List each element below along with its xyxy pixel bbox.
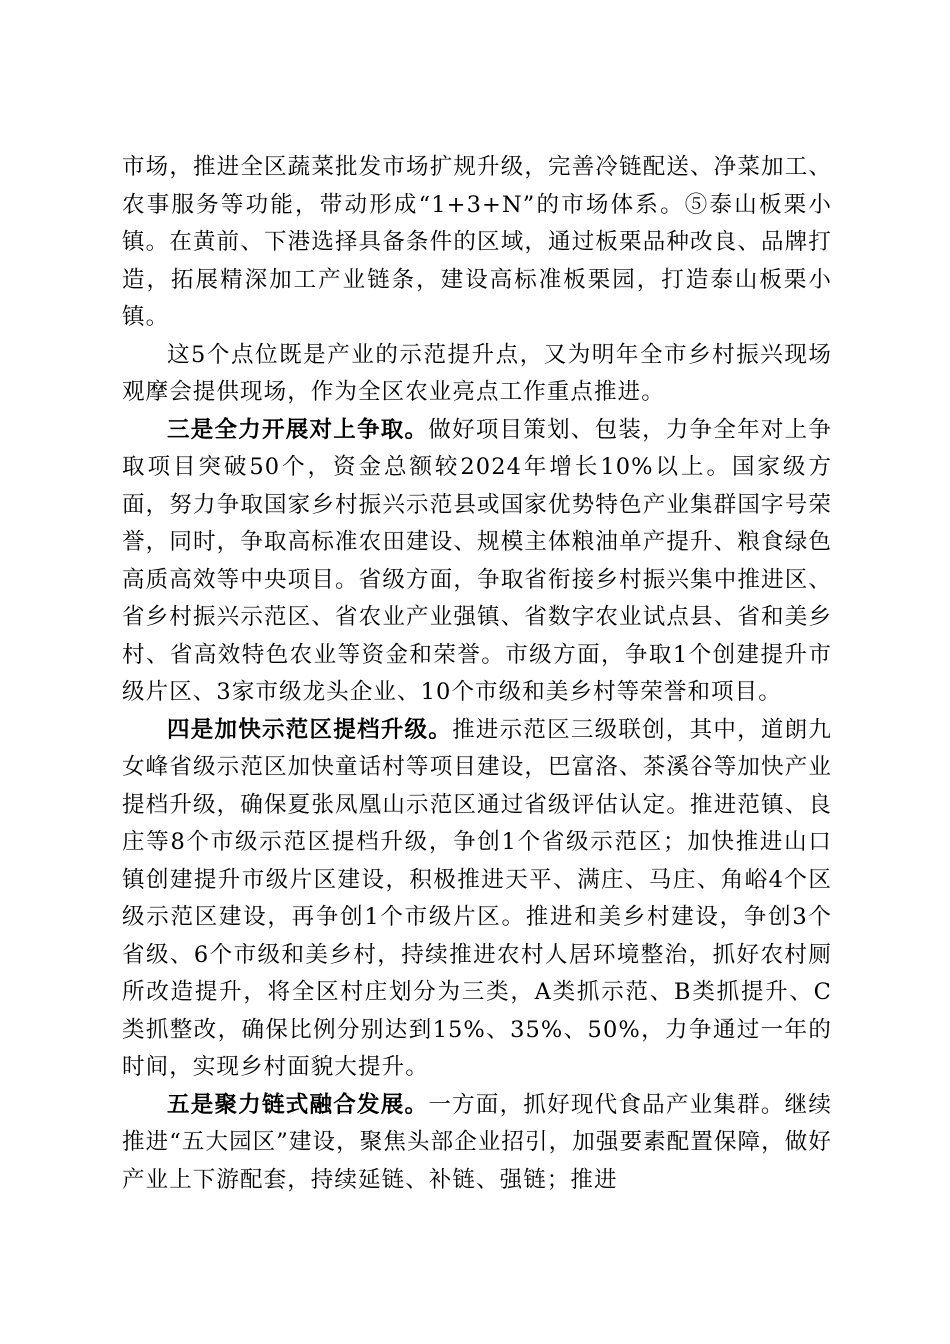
section-heading: 三是全力开展对上争取。 xyxy=(167,416,429,443)
paragraph-section-four xyxy=(122,712,832,1087)
paragraph-continuation xyxy=(122,149,832,337)
paragraph-five-points xyxy=(122,337,832,412)
paragraph-section-three xyxy=(122,412,832,712)
document-body xyxy=(122,149,832,1199)
paragraph-text: 市场，推进全区蔬菜批发市场扩规升级，完善冷链配送、净菜加工、农事服务等功能，带动形成“1+3+N”的市场体系。⑤泰山板栗小镇。在黄前、下港选择具备条件的区域，通过板栗品种改良、品牌打造，拓展精深加工产业链条，建设高标准板栗园，打造泰山板栗小镇。 xyxy=(122,154,832,330)
paragraph-section-five xyxy=(122,1087,832,1200)
paragraph-text: 一方面，抓好现代食品产业集群。继续推进“五大园区”建设，聚焦头部企业招引，加强要素配置保障，做好产业上下游配套，持续延链、补链、强链；推进 xyxy=(122,1091,832,1193)
paragraph-text: 这5个点位既是产业的示范提升点，又为明年全市乡村振兴现场观摩会提供现场，作为全区农业亮点工作重点推进。 xyxy=(122,341,832,405)
section-heading: 五是聚力链式融合发展。 xyxy=(167,1091,429,1118)
paragraph-text: 做好项目策划、包装，力争全年对上争取项目突破50个，资金总额较2024年增长10%以上。国家级方面，努力争取国家乡村振兴示范县或国家优势特色产业集群国字号荣誉，同时，争取高标准农田建设、规模主体粮油单产提升、粮食绿色高质高效等中央项目。省级方面，争取省衔接乡村振兴集中推进区、省乡村振兴示范区、省农业产业强镇、省数字农业试点县、省和美乡村、省高效特色农业等资金和荣誉。市级方面，争取1个创建提升市级片区、3家市级龙头企业、10个市级和美乡村等荣誉和项目。 xyxy=(122,416,832,705)
section-heading: 四是加快示范区提档升级。 xyxy=(167,716,453,743)
paragraph-text: 推进示范区三级联创，其中，道朗九女峰省级示范区加快童话村等项目建设，巴富洛、茶溪谷等加快产业提档升级，确保夏张凤凰山示范区通过省级评估认定。推进范镇、良庄等8个市级示范区提档升级，争创1个省级示范区；加快推进山口镇创建提升市级片区建设，积极推进天平、满庄、马庄、角峪4个区级示范区建设，再争创1个市级片区。推进和美乡村建设，争创3个省级、6个市级和美乡村，持续推进农村人居环境整治，抓好农村厕所改造提升，将全区村庄划分为三类，A类抓示范、B类抓提升、C类抓整改，确保比例分别达到15%、35%、50%，力争通过一年的时间，实现乡村面貌大提升。 xyxy=(122,716,832,1080)
